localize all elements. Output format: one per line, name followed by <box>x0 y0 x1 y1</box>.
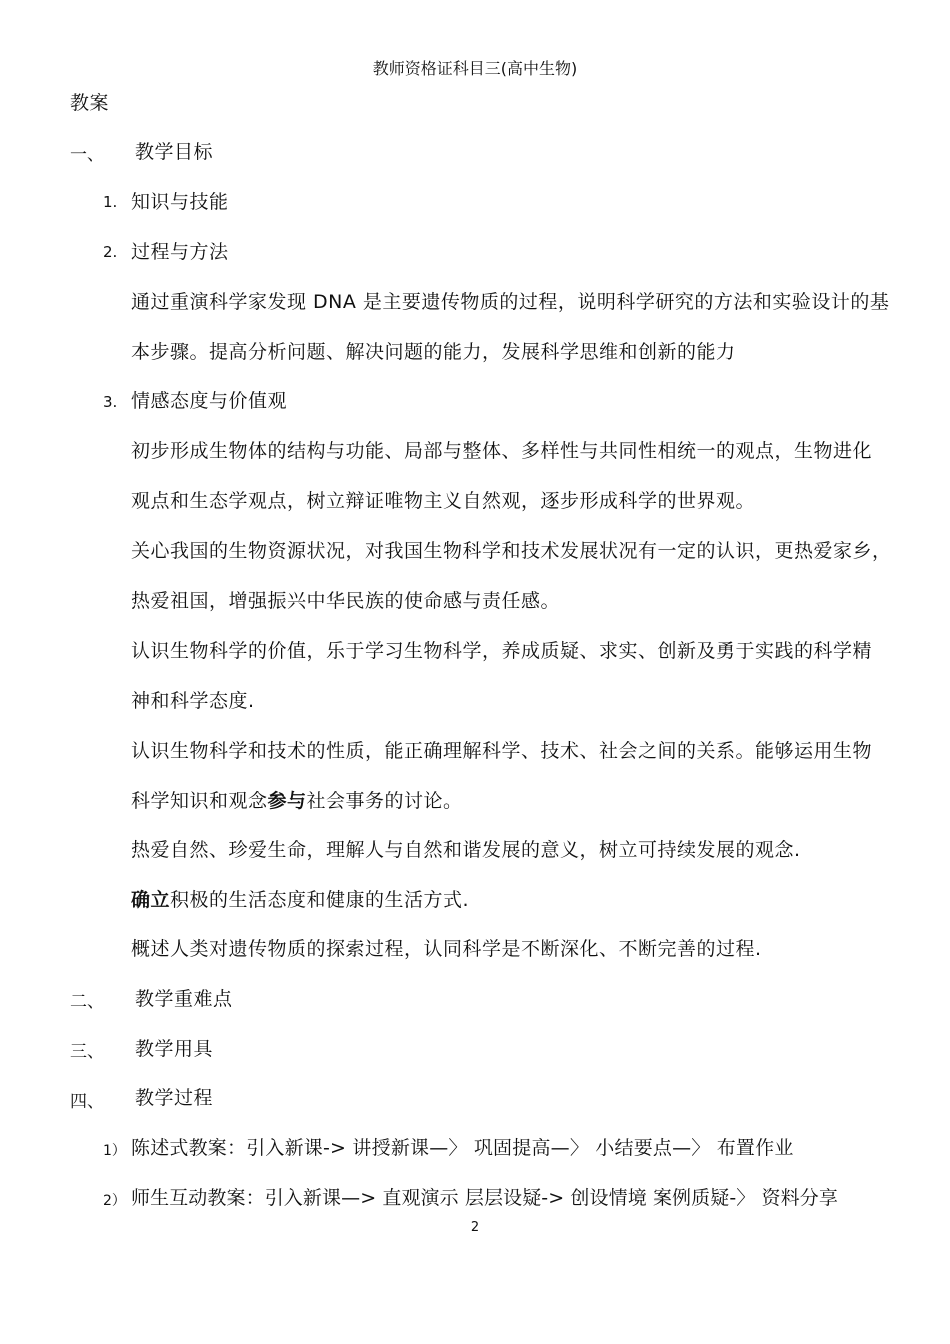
goal-title: 情感态度与价值观 <box>131 390 288 412</box>
plan-number: 2） <box>103 1193 126 1209</box>
goal-title: 知识与技能 <box>131 191 229 213</box>
paragraph-line: 认识生物科学和技术的性质，能正确理解科学、技术、社会之间的关系。能够运用生物 <box>131 740 873 762</box>
goal-title: 过程与方法 <box>131 241 229 263</box>
paragraph-line: 本步骤。提高分析问题、解决问题的能力，发展科学思维和创新的能力 <box>131 341 736 363</box>
section-number: 一、 <box>70 145 104 165</box>
paragraph-line: 观点和生态学观点，树立辩证唯物主义自然观，逐步形成科学的世界观。 <box>131 490 756 512</box>
goal-number: 1. <box>103 193 118 211</box>
paragraph-line <box>131 885 469 912</box>
section-number: 四、 <box>70 1092 104 1112</box>
text-run: 科学知识和观念 <box>131 790 268 812</box>
section-title: 教学重难点 <box>135 988 233 1010</box>
plan-text: 陈述式教案：引入新课-> 讲授新课—〉 巩固提高—〉 小结要点—〉 布置作业 <box>131 1137 794 1159</box>
plan-text: 师生互动教案：引入新课—> 直观演示 层层设疑-> 创设情境 案例质疑-〉 资料分享 <box>131 1187 838 1209</box>
paragraph-line: 热爱自然、珍爱生命，理解人与自然和谐发展的意义，树立可持续发展的观念. <box>131 839 801 861</box>
paragraph-line: 神和科学态度. <box>131 690 255 712</box>
section-number: 二、 <box>70 992 104 1012</box>
paragraph-line: 通过重演科学家发现 DNA 是主要遗传物质的过程，说明科学研究的方法和实验设计的基 <box>131 291 890 313</box>
text-run: 社会事务的讨论。 <box>306 790 463 812</box>
paragraph-line: 认识生物科学的价值，乐于学习生物科学，养成质疑、求实、创新及勇于实践的科学精 <box>131 640 873 662</box>
section-number: 三、 <box>70 1042 104 1062</box>
paragraph-line: 关心我国的生物资源状况，对我国生物科学和技术发展状况有一定的认识，更热爱家乡， <box>131 540 892 562</box>
section-title: 教学过程 <box>135 1087 214 1109</box>
goal-number: 2. <box>103 243 118 261</box>
page-header: 教师资格证科目三(高中生物) <box>372 59 578 78</box>
bold-text: 确立 <box>131 889 171 911</box>
text-run: 积极的生活态度和健康的生活方式. <box>170 889 470 911</box>
plan-number: 1） <box>103 1143 126 1159</box>
section-title: 教学目标 <box>135 141 214 163</box>
goal-number: 3. <box>103 393 118 411</box>
paragraph-line: 热爱祖国，增强振兴中华民族的使命感与责任感。 <box>131 590 561 612</box>
bold-text: 参与 <box>267 790 307 812</box>
page-number: 2 <box>470 1220 480 1235</box>
doc-label: 教案 <box>70 92 110 114</box>
section-title: 教学用具 <box>135 1038 214 1060</box>
paragraph-line <box>131 786 463 813</box>
paragraph-line: 初步形成生物体的结构与功能、局部与整体、多样性与共同性相统一的观点，生物进化 <box>131 440 873 462</box>
paragraph-line: 概述人类对遗传物质的探索过程，认同科学是不断深化、不断完善的过程. <box>131 938 762 960</box>
